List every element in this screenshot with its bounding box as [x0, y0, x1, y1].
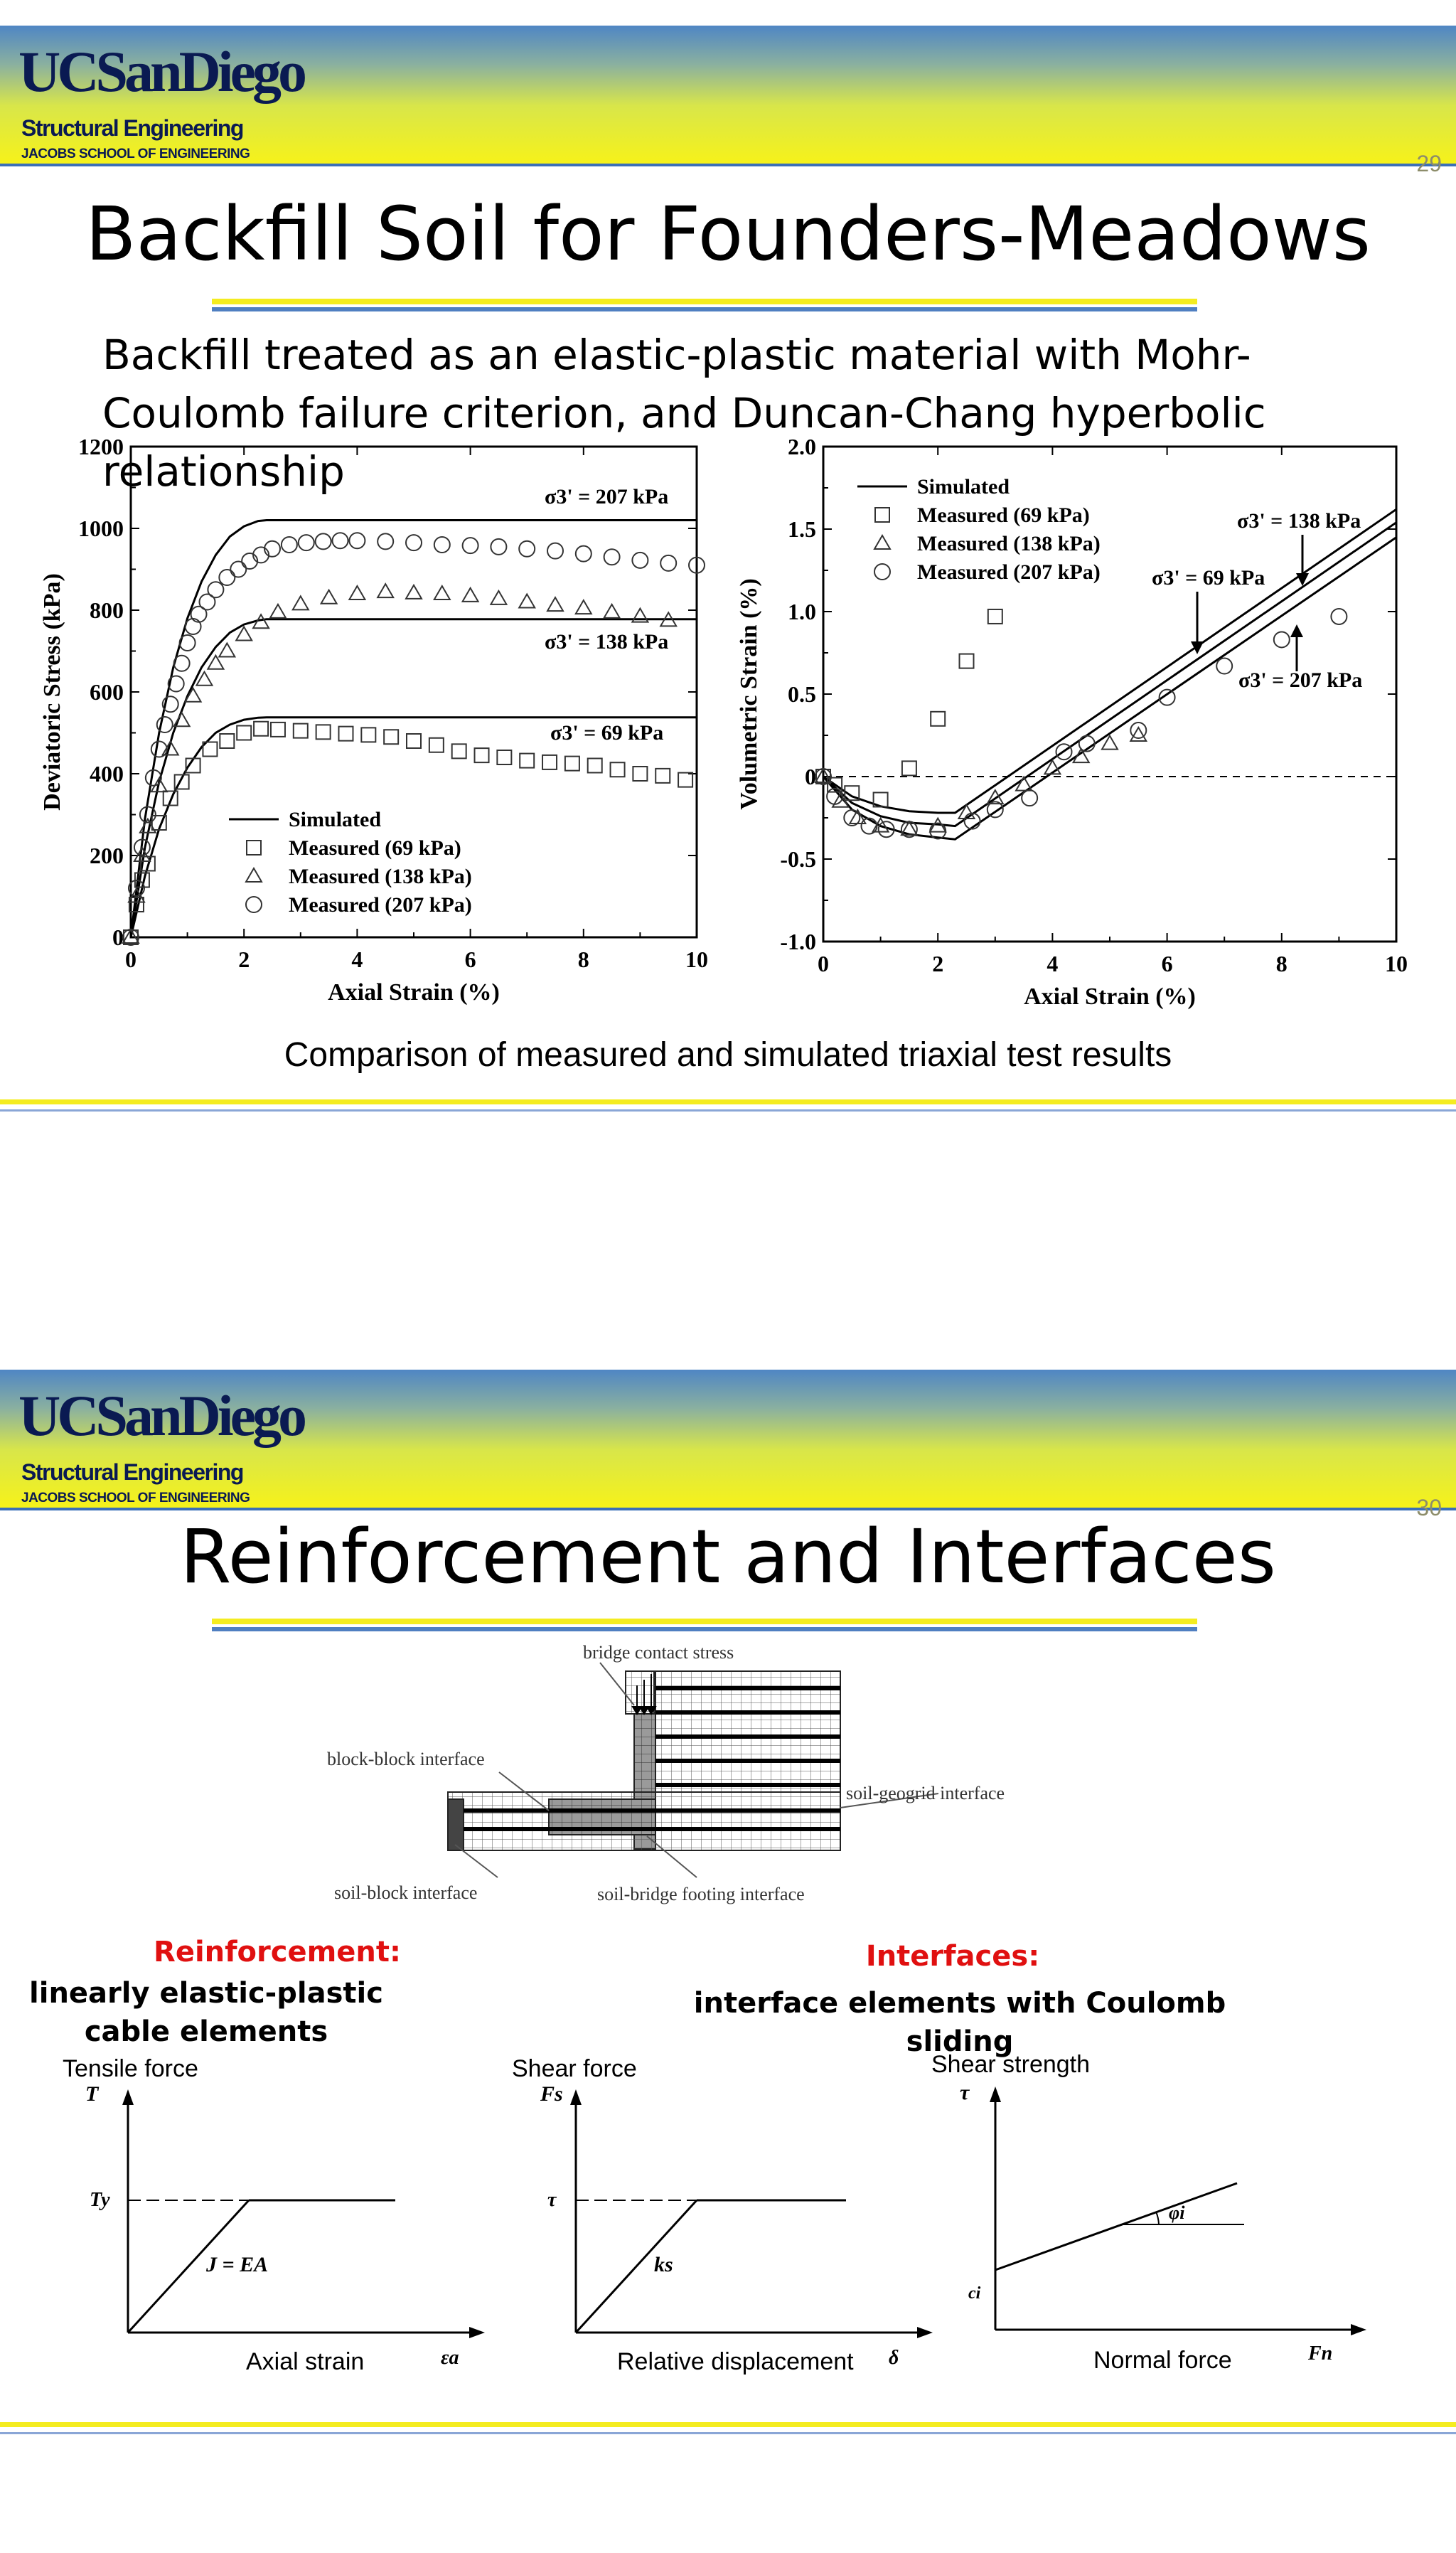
- measured-point-square: [271, 723, 285, 737]
- graph3-title: Shear strength: [931, 2051, 1091, 2078]
- label-bridge-contact-stress: bridge contact stress: [583, 1642, 734, 1663]
- y-tick-label: 800: [90, 597, 124, 623]
- measured-point-square: [316, 725, 331, 739]
- legend-label: Measured (69 kPa): [917, 503, 1090, 527]
- measured-point-circle: [660, 555, 676, 571]
- measured-point-square: [611, 762, 625, 777]
- x-tick-label: 8: [1275, 951, 1288, 976]
- measured-point-circle: [547, 543, 563, 559]
- measured-point-square: [497, 750, 511, 764]
- legend-label: Measured (69 kPa): [289, 836, 461, 860]
- x-tick-label: 6: [1161, 951, 1173, 976]
- simulated-line: [823, 509, 1396, 813]
- deviatoric-stress-chart: [28, 427, 711, 1017]
- volumetric-strain-chart: [725, 427, 1436, 1017]
- x-tick-label: 0: [818, 951, 829, 976]
- y-axis-label: Deviatoric Stress (kPa): [39, 573, 65, 811]
- stress-annotation: σ3' = 69 kPa: [550, 721, 664, 745]
- measured-point-triangle: [349, 586, 365, 599]
- measured-point-square: [338, 727, 353, 741]
- measured-point-triangle: [604, 604, 620, 618]
- measured-point-square: [407, 734, 421, 748]
- measured-point-circle: [282, 537, 297, 553]
- slide-body-text: Backfill treated as an elastic-plastic material with Mohr-Coulomb failure criterion, and Duncan-Chang hyperbolic relationship: [102, 331, 1266, 496]
- graph1-y-symbol: T: [85, 2082, 99, 2106]
- logo-subtitle: Structural Engineering: [21, 115, 243, 141]
- y-tick-label: 2.0: [788, 434, 816, 459]
- legend-label: Measured (207 kPa): [289, 893, 472, 917]
- footer-rule-blue: [0, 1109, 1456, 1112]
- y-tick-label: 1.5: [788, 516, 816, 542]
- reinforcement-description: linearly elastic-plastic cable elements: [29, 1977, 383, 2048]
- title-rule-blue: [212, 1627, 1197, 1631]
- legend-marker: [874, 564, 890, 580]
- measured-point-triangle: [219, 644, 235, 657]
- title-rule-yellow: [212, 1619, 1197, 1624]
- finite-element-mesh-diagram: [313, 1643, 1066, 1913]
- x-tick-label: 2: [932, 951, 944, 976]
- footer-rule-yellow: [0, 2422, 1456, 2427]
- graph2-title: Shear force: [512, 2055, 637, 2082]
- x-tick-label: 4: [351, 947, 363, 972]
- ucsd-logo: UCSanDiego: [18, 39, 304, 104]
- measured-point-triangle: [321, 590, 337, 604]
- graph3-xlabel: Normal force: [1093, 2347, 1232, 2374]
- measured-point-square: [960, 654, 974, 668]
- y-tick-label: 0.5: [788, 681, 816, 707]
- measured-point-triangle: [576, 600, 592, 614]
- legend-label: Measured (138 kPa): [917, 532, 1101, 555]
- legend-label: Measured (207 kPa): [917, 560, 1101, 584]
- measured-point-square: [475, 748, 489, 762]
- graph2-y-symbol: Fs: [540, 2082, 563, 2106]
- legend-label: Simulated: [289, 808, 382, 831]
- y-tick-label: 1200: [78, 434, 124, 459]
- y-tick-label: 1000: [78, 516, 124, 541]
- measured-point-square: [588, 759, 602, 773]
- logo-subtitle: Structural Engineering: [21, 1459, 243, 1485]
- measured-point-circle: [632, 553, 648, 568]
- x-tick-label: 8: [577, 947, 589, 972]
- measured-point-circle: [491, 539, 506, 555]
- x-tick-label: 0: [125, 947, 136, 972]
- legend-marker: [246, 897, 262, 912]
- footer-rule-blue: [0, 2432, 1456, 2434]
- graph1-slope-label: J = EA: [206, 2253, 269, 2276]
- legend-marker: [247, 841, 261, 855]
- legend-label: Measured (138 kPa): [289, 865, 472, 888]
- label-soil-bridge-footing-interface: soil-bridge footing interface: [597, 1884, 805, 1904]
- measured-point-circle: [349, 533, 365, 548]
- slide-number: 29: [1416, 151, 1442, 176]
- measured-point-circle: [519, 541, 535, 557]
- logo-school: JACOBS SCHOOL OF ENGINEERING: [21, 1491, 250, 1505]
- ucsd-logo: UCSanDiego: [18, 1383, 304, 1448]
- legend-label: Simulated: [917, 475, 1010, 499]
- measured-point-circle: [157, 717, 173, 732]
- measured-point-triangle: [406, 585, 422, 599]
- measured-point-circle: [1331, 609, 1347, 624]
- measured-point-triangle: [434, 586, 450, 599]
- measured-point-circle: [316, 533, 331, 549]
- y-tick-label: 400: [90, 761, 124, 787]
- measured-point-square: [237, 726, 251, 740]
- measured-point-square: [254, 722, 268, 736]
- measured-point-circle: [463, 538, 478, 553]
- reinforcement-heading: Reinforcement:: [154, 1936, 401, 1968]
- simulated-line: [131, 619, 697, 937]
- measured-point-square: [361, 727, 375, 742]
- measured-point-circle: [299, 535, 314, 550]
- measured-point-circle: [576, 546, 592, 562]
- footer-rule-yellow: [0, 1099, 1456, 1104]
- measured-point-circle: [406, 535, 422, 550]
- measured-point-square: [655, 769, 670, 783]
- label-soil-block-interface: soil-block interface: [334, 1882, 478, 1903]
- x-tick-label: 4: [1046, 951, 1059, 976]
- measured-point-circle: [180, 635, 196, 651]
- graph1-title: Tensile force: [63, 2055, 198, 2082]
- graph3-x-symbol: Fn: [1308, 2343, 1333, 2365]
- graph2-slope-label: ks: [654, 2253, 673, 2276]
- y-tick-label: -0.5: [780, 846, 816, 872]
- y-tick-label: 0: [805, 764, 816, 789]
- graph1-xlabel: Axial strain: [246, 2348, 365, 2375]
- annotation-arrowhead: [1191, 641, 1204, 654]
- y-tick-label: 0: [112, 924, 124, 950]
- graph1-x-symbol: εa: [441, 2347, 459, 2369]
- measured-point-circle: [1216, 659, 1232, 674]
- measured-point-square: [520, 754, 534, 768]
- graph3-y-symbol: τ: [960, 2081, 970, 2104]
- measured-point-circle: [1022, 790, 1037, 806]
- measured-point-circle: [434, 537, 450, 553]
- stress-annotation: σ3' = 207 kPa: [545, 485, 669, 508]
- measured-point-circle: [930, 824, 946, 839]
- slide-header: [0, 1370, 1456, 1520]
- legend-marker: [874, 535, 890, 549]
- measured-point-square: [452, 744, 466, 758]
- measured-point-circle: [151, 742, 167, 757]
- stress-annotation: σ3' = 207 kPa: [1238, 668, 1363, 692]
- title-rule-yellow: [212, 299, 1197, 304]
- x-axis-label: Axial Strain (%): [328, 979, 500, 1006]
- logo-school: JACOBS SCHOOL OF ENGINEERING: [21, 146, 250, 161]
- graph3-intercept-label: ci: [968, 2284, 981, 2303]
- y-tick-label: 600: [90, 679, 124, 705]
- measured-point-triangle: [547, 597, 563, 611]
- measured-point-circle: [219, 570, 235, 585]
- graph1-yield-label: Ty: [90, 2189, 110, 2211]
- measured-point-square: [988, 609, 1002, 624]
- measured-point-square: [902, 761, 916, 775]
- measured-point-triangle: [293, 596, 309, 609]
- measured-point-circle: [378, 533, 393, 549]
- graph2-yield-label: τ: [547, 2189, 557, 2211]
- x-axis-label: Axial Strain (%): [1024, 984, 1196, 1010]
- measured-point-triangle: [1130, 727, 1146, 741]
- measured-point-triangle: [378, 584, 393, 597]
- measured-point-triangle: [491, 591, 506, 604]
- y-axis-label: Volumetric Strain (%): [736, 578, 762, 810]
- stress-annotation: σ3' = 138 kPa: [1237, 509, 1361, 533]
- graph2-xlabel: Relative displacement: [617, 2348, 854, 2375]
- measured-point-circle: [230, 562, 246, 577]
- stress-annotation: σ3' = 138 kPa: [545, 630, 669, 654]
- measured-point-circle: [208, 582, 223, 597]
- label-block-block-interface: block-block interface: [327, 1749, 485, 1769]
- legend-marker: [875, 508, 889, 522]
- measured-point-circle: [174, 656, 190, 671]
- measured-point-square: [220, 734, 234, 748]
- annotation-arrowhead: [1290, 624, 1303, 637]
- interfaces-heading: Interfaces:: [865, 1940, 1040, 1973]
- slide-title: Reinforcement and Interfaces: [180, 1513, 1276, 1600]
- graph3-angle-label: φi: [1169, 2202, 1185, 2223]
- figure-caption: Comparison of measured and simulated triaxial test results: [284, 1036, 1172, 1074]
- slide-30: [0, 1344, 1456, 2553]
- measured-point-circle: [1130, 723, 1146, 738]
- measured-point-circle: [1274, 631, 1290, 647]
- measured-point-circle: [186, 619, 201, 634]
- measured-point-triangle: [270, 604, 286, 618]
- measured-point-square: [429, 738, 444, 752]
- label-soil-geogrid-interface: soil-geogrid interface: [846, 1783, 1005, 1803]
- slide-number: 30: [1416, 1495, 1442, 1520]
- measured-point-triangle: [236, 627, 252, 641]
- slide-29: [0, 0, 1456, 1209]
- measured-point-square: [633, 767, 647, 781]
- measured-point-triangle: [463, 588, 478, 602]
- measured-point-circle: [333, 533, 348, 548]
- measured-point-circle: [604, 549, 620, 565]
- measured-point-triangle: [519, 595, 535, 608]
- x-tick-label: 10: [1385, 951, 1408, 976]
- graph2-x-symbol: δ: [889, 2347, 899, 2369]
- interfaces-description: interface elements with Coulomb sliding: [693, 1987, 1226, 2058]
- y-tick-label: 200: [90, 843, 124, 868]
- measured-point-square: [294, 724, 308, 738]
- slide-header: [0, 26, 1456, 176]
- stress-annotation: σ3' = 69 kPa: [1152, 566, 1265, 590]
- y-tick-label: -1.0: [780, 929, 816, 954]
- slide-title: Backfill Soil for Founders-Meadows: [85, 191, 1371, 277]
- title-rule-blue: [212, 307, 1197, 311]
- measured-point-square: [542, 755, 557, 769]
- x-tick-label: 10: [685, 947, 708, 972]
- measured-point-square: [678, 773, 692, 787]
- x-tick-label: 6: [464, 947, 476, 972]
- measured-point-square: [931, 712, 945, 726]
- x-tick-label: 2: [238, 947, 250, 972]
- measured-point-square: [384, 730, 398, 744]
- measured-point-square: [565, 757, 579, 771]
- legend-marker: [246, 868, 262, 882]
- measured-point-triangle: [208, 656, 223, 669]
- y-tick-label: 1.0: [788, 599, 816, 624]
